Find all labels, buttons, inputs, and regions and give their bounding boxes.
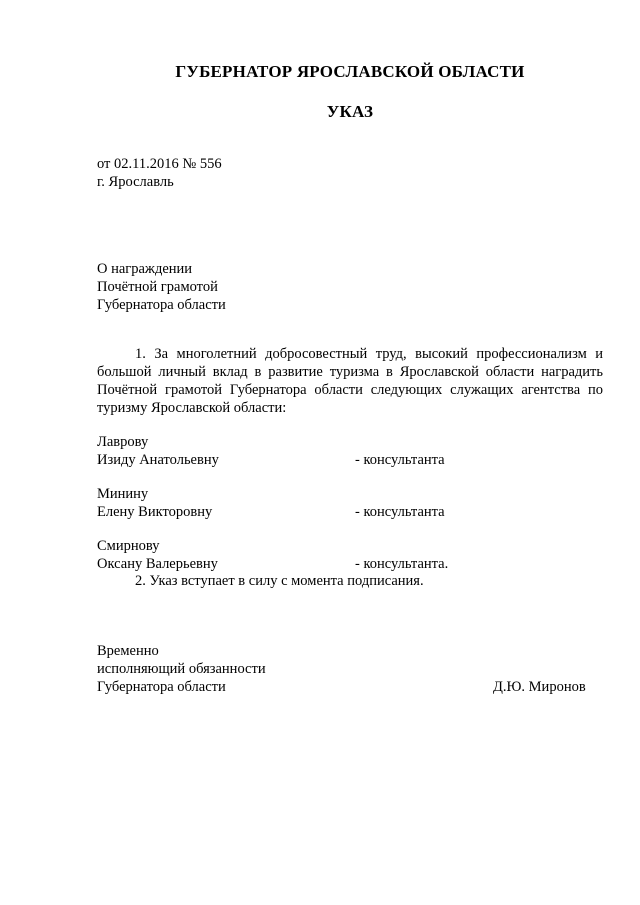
paragraph1-line: туризму Ярославской области: [97,400,287,416]
awardee-position: - консультанта [355,452,445,468]
awardee-name: Изиду Анатольевну [97,452,219,468]
subject-line: О награждении [97,261,193,277]
subject-line: Губернатора области [97,297,226,313]
awardee-surname: Минину [97,486,149,502]
awardee-position: - консультанта [355,504,445,520]
subject-line: Почётной грамотой [97,279,218,295]
paragraph1-line: 1. За многолетний добросовестный труд, высокий профессионализм и [135,346,603,362]
signature-line: Губернатора области [97,679,226,695]
awardee-surname: Лаврову [97,434,149,450]
awardee-name: Елену Викторовну [97,504,213,520]
awardee-position: - консультанта. [355,556,449,572]
signature-line: исполняющий обязанности [97,661,266,677]
authority-title: ГУБЕРНАТОР ЯРОСЛАВСКОЙ ОБЛАСТИ [175,62,525,81]
document-type: УКАЗ [326,102,374,121]
awardee-name: Оксану Валерьевну [97,556,218,572]
awardee-surname: Смирнову [97,538,160,554]
paragraph1-line: большой личный вклад в развитие туризма в Ярославской области наградить [97,364,603,380]
date-number: от 02.11.2016 № 556 [97,156,222,172]
signatory-name: Д.Ю. Миронов [493,679,586,695]
paragraph2: 2. Указ вступает в силу с момента подписания. [135,573,424,589]
signature-line: Временно [97,643,159,659]
paragraph1-line: Почётной грамотой Губернатора области следующих служащих агентства по [97,382,603,398]
place: г. Ярославль [97,174,174,190]
